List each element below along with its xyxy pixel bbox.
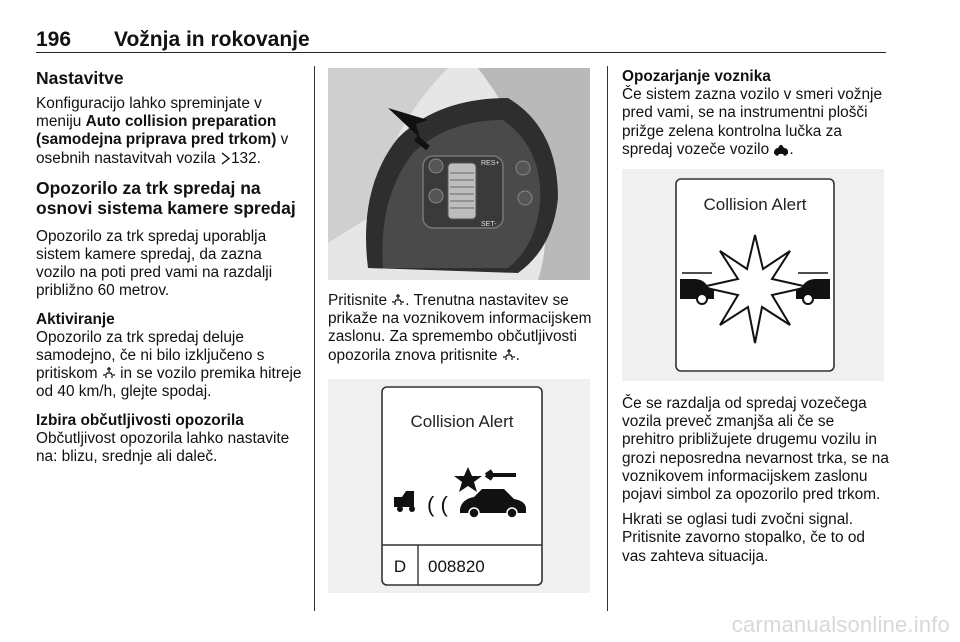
page-ref-arrow-icon xyxy=(220,152,231,165)
page-number: 196 xyxy=(36,28,72,51)
steering-wheel-illustration xyxy=(328,68,590,280)
column-left xyxy=(36,68,304,466)
column-middle xyxy=(328,68,594,593)
collision-alert-button-icon xyxy=(391,294,405,307)
menu-name: Auto collision preparation (samodejna priprava pred trkom) xyxy=(36,113,277,149)
sensitivity-setting: D xyxy=(393,556,407,576)
paragraph-activate: Opozorilo za trk spredaj deluje samodejno, če ni bilo izključeno s pritiskom in se vozilo premika hitreje od 40 km/h, glejte spodaj. xyxy=(36,328,302,401)
display-title: Collision Alert xyxy=(410,411,514,431)
odometer-value: 008820 xyxy=(428,556,485,576)
chapter-title: Vožnja in rokovanje xyxy=(114,28,310,51)
heading-driver-alert: Opozarjanje voznika xyxy=(622,68,771,85)
paragraph-settings: Konfiguracijo lahko spreminjate v meniju Auto collision preparation (samodejna priprava pred trkom) v osebnih nastavitvah vozila 132. xyxy=(36,95,289,167)
collision-alert-display-warning xyxy=(622,169,884,381)
column-divider xyxy=(314,66,315,611)
paragraph-warning: Če se razdalja od spredaj vozečega vozila preveč zmanjša ali če se prehitro približujete drugemu vozilu in grozi neposredna nevarnost trka, se na voznikovem informacijskem zaslonu pojavi simbol za opozorilo pred trkom. xyxy=(622,395,889,504)
display-title: Collision Alert xyxy=(703,195,807,215)
collision-alert-button-icon xyxy=(502,349,516,362)
paragraph-driver-alert: Če sistem zazna vozilo v smeri vožnje pred vami, se na instrumentni plošči prižge zelena kontrolna lučka za spredaj vozeče vozilo . xyxy=(622,86,883,158)
collision-alert-button-icon xyxy=(102,367,116,380)
vehicle-ahead-icon xyxy=(773,143,789,156)
paragraph-sensitivity: Občutljivost opozorila lahko nastavite na: blizu, srednje ali daleč. xyxy=(36,429,290,466)
wheel-set-label: SET- xyxy=(481,221,497,228)
heading-settings: Nastavitve xyxy=(36,68,124,88)
paragraph-brake: Hkrati se oglasi tudi zvočni signal. Pritisnite zavorno stopalko, če to od vas zahteva situacija. xyxy=(622,511,865,565)
collision-alert-display-sensitivity xyxy=(328,379,590,593)
heading-activate: Aktiviranje xyxy=(36,310,115,328)
watermark: carmanualsonline.info xyxy=(731,612,950,637)
page-ref: 132. xyxy=(230,149,261,167)
paragraph-press-button: Pritisnite . Trenutna nastavitev se prikaže na voznikovem informacijskem zaslonu. Za spremembo občutljivosti opozorila znova pritisnite . xyxy=(328,292,592,364)
heading-sensitivity: Izbira občutljivosti opozorila xyxy=(36,411,244,429)
wheel-res-label: RES+ xyxy=(481,160,500,167)
svg-text:( (: ( ( xyxy=(427,491,448,517)
column-right xyxy=(622,68,890,566)
column-divider xyxy=(607,66,608,611)
page-header xyxy=(36,26,886,53)
heading-forward-collision: Opozorilo za trk spredaj na osnovi sistema kamere spredaj xyxy=(36,177,296,218)
paragraph-fcw: Opozorilo za trk spredaj uporablja sistem kamere spredaj, da zazna vozilo na poti pred vami na razdalji približno 60 metrov. xyxy=(36,227,273,300)
